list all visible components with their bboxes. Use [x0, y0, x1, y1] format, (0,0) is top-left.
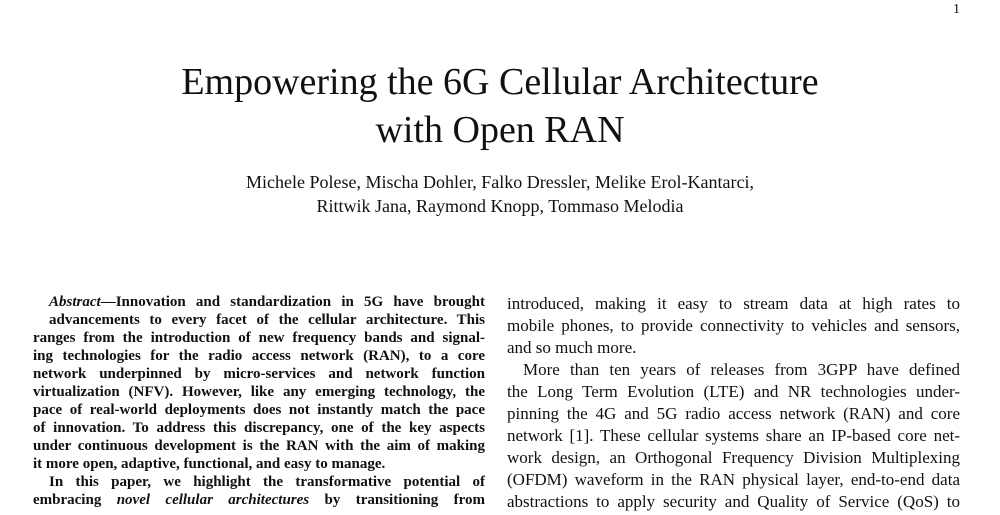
body-line: work design, an Orthogonal Frequency Division Multiplexing	[507, 448, 960, 467]
abstract-line: it more open, adaptive, functional, and easy to manage.	[33, 456, 386, 472]
body-column	[507, 293, 960, 513]
title-line: Empowering the 6G Cellular Architecture	[181, 61, 819, 103]
abstract-label: Abstract	[49, 294, 101, 310]
body-line: and so much more.	[507, 338, 637, 357]
abstract-line	[33, 491, 485, 509]
body-paragraph	[507, 359, 960, 513]
abstract-line: In this paper, we highlight the transformative potential of	[49, 474, 485, 490]
abstract-line: of innovation. To address this discrepancy, one of the key aspects	[33, 420, 485, 436]
emphasized-phrase: novel cellular architectures	[116, 492, 310, 508]
paper-title	[0, 58, 1000, 154]
author-list	[0, 170, 1000, 218]
abstract-line: pace of real-world deployments does not instantly match the pace	[33, 402, 485, 418]
abstract-line: ing technologies for the radio access network (RAN), to a core	[33, 348, 485, 364]
body-line: the Long Term Evolution (LTE) and NR technologies under-	[507, 382, 960, 401]
abstract-line: under continuous development is the RAN with the aim of making	[33, 438, 485, 454]
title-line: with Open RAN	[375, 109, 625, 151]
body-line: (OFDM) waveform in the RAN physical layer, end-to-end data	[507, 470, 960, 489]
abstract-line	[33, 293, 485, 311]
abstract-line: virtualization (NFV). However, like any emerging technology, the	[33, 384, 485, 400]
body-line: network [1]. These cellular systems share an IP-based core net-	[507, 426, 960, 445]
body-line: More than ten years of releases from 3GPP have defined	[523, 360, 960, 379]
abstract-dash: —	[100, 294, 116, 310]
abstract-line: ranges from the introduction of new frequency bands and signal-	[33, 330, 485, 346]
abstract-line-text: Innovation and standardization in 5G have brought	[115, 294, 485, 310]
abstract-line-text: embracing	[33, 492, 117, 508]
abstract-paragraph	[33, 473, 485, 509]
body-line: pinning the 4G and 5G radio access network (RAN) and core	[507, 404, 960, 423]
body-line: introduced, making it easy to stream data at high rates to	[507, 294, 960, 313]
abstract-line: network underpinned by micro-services and network function	[33, 366, 485, 382]
body-paragraph	[507, 293, 960, 359]
abstract-line: advancements to every facet of the cellular architecture. This	[49, 312, 485, 328]
author-line: Michele Polese, Mischa Dohler, Falko Dressler, Melike Erol-Kantarci,	[246, 172, 754, 192]
author-line: Rittwik Jana, Raymond Knopp, Tommaso Melodia	[316, 196, 684, 216]
abstract-line-text: by transitioning from	[309, 492, 485, 508]
abstract-paragraph	[33, 293, 485, 473]
abstract-column	[33, 293, 485, 509]
body-line: abstractions to apply security and Quality of Service (QoS) to	[507, 492, 960, 511]
page-number: 1	[953, 2, 960, 17]
body-line: mobile phones, to provide connectivity to vehicles and sensors,	[507, 316, 960, 335]
